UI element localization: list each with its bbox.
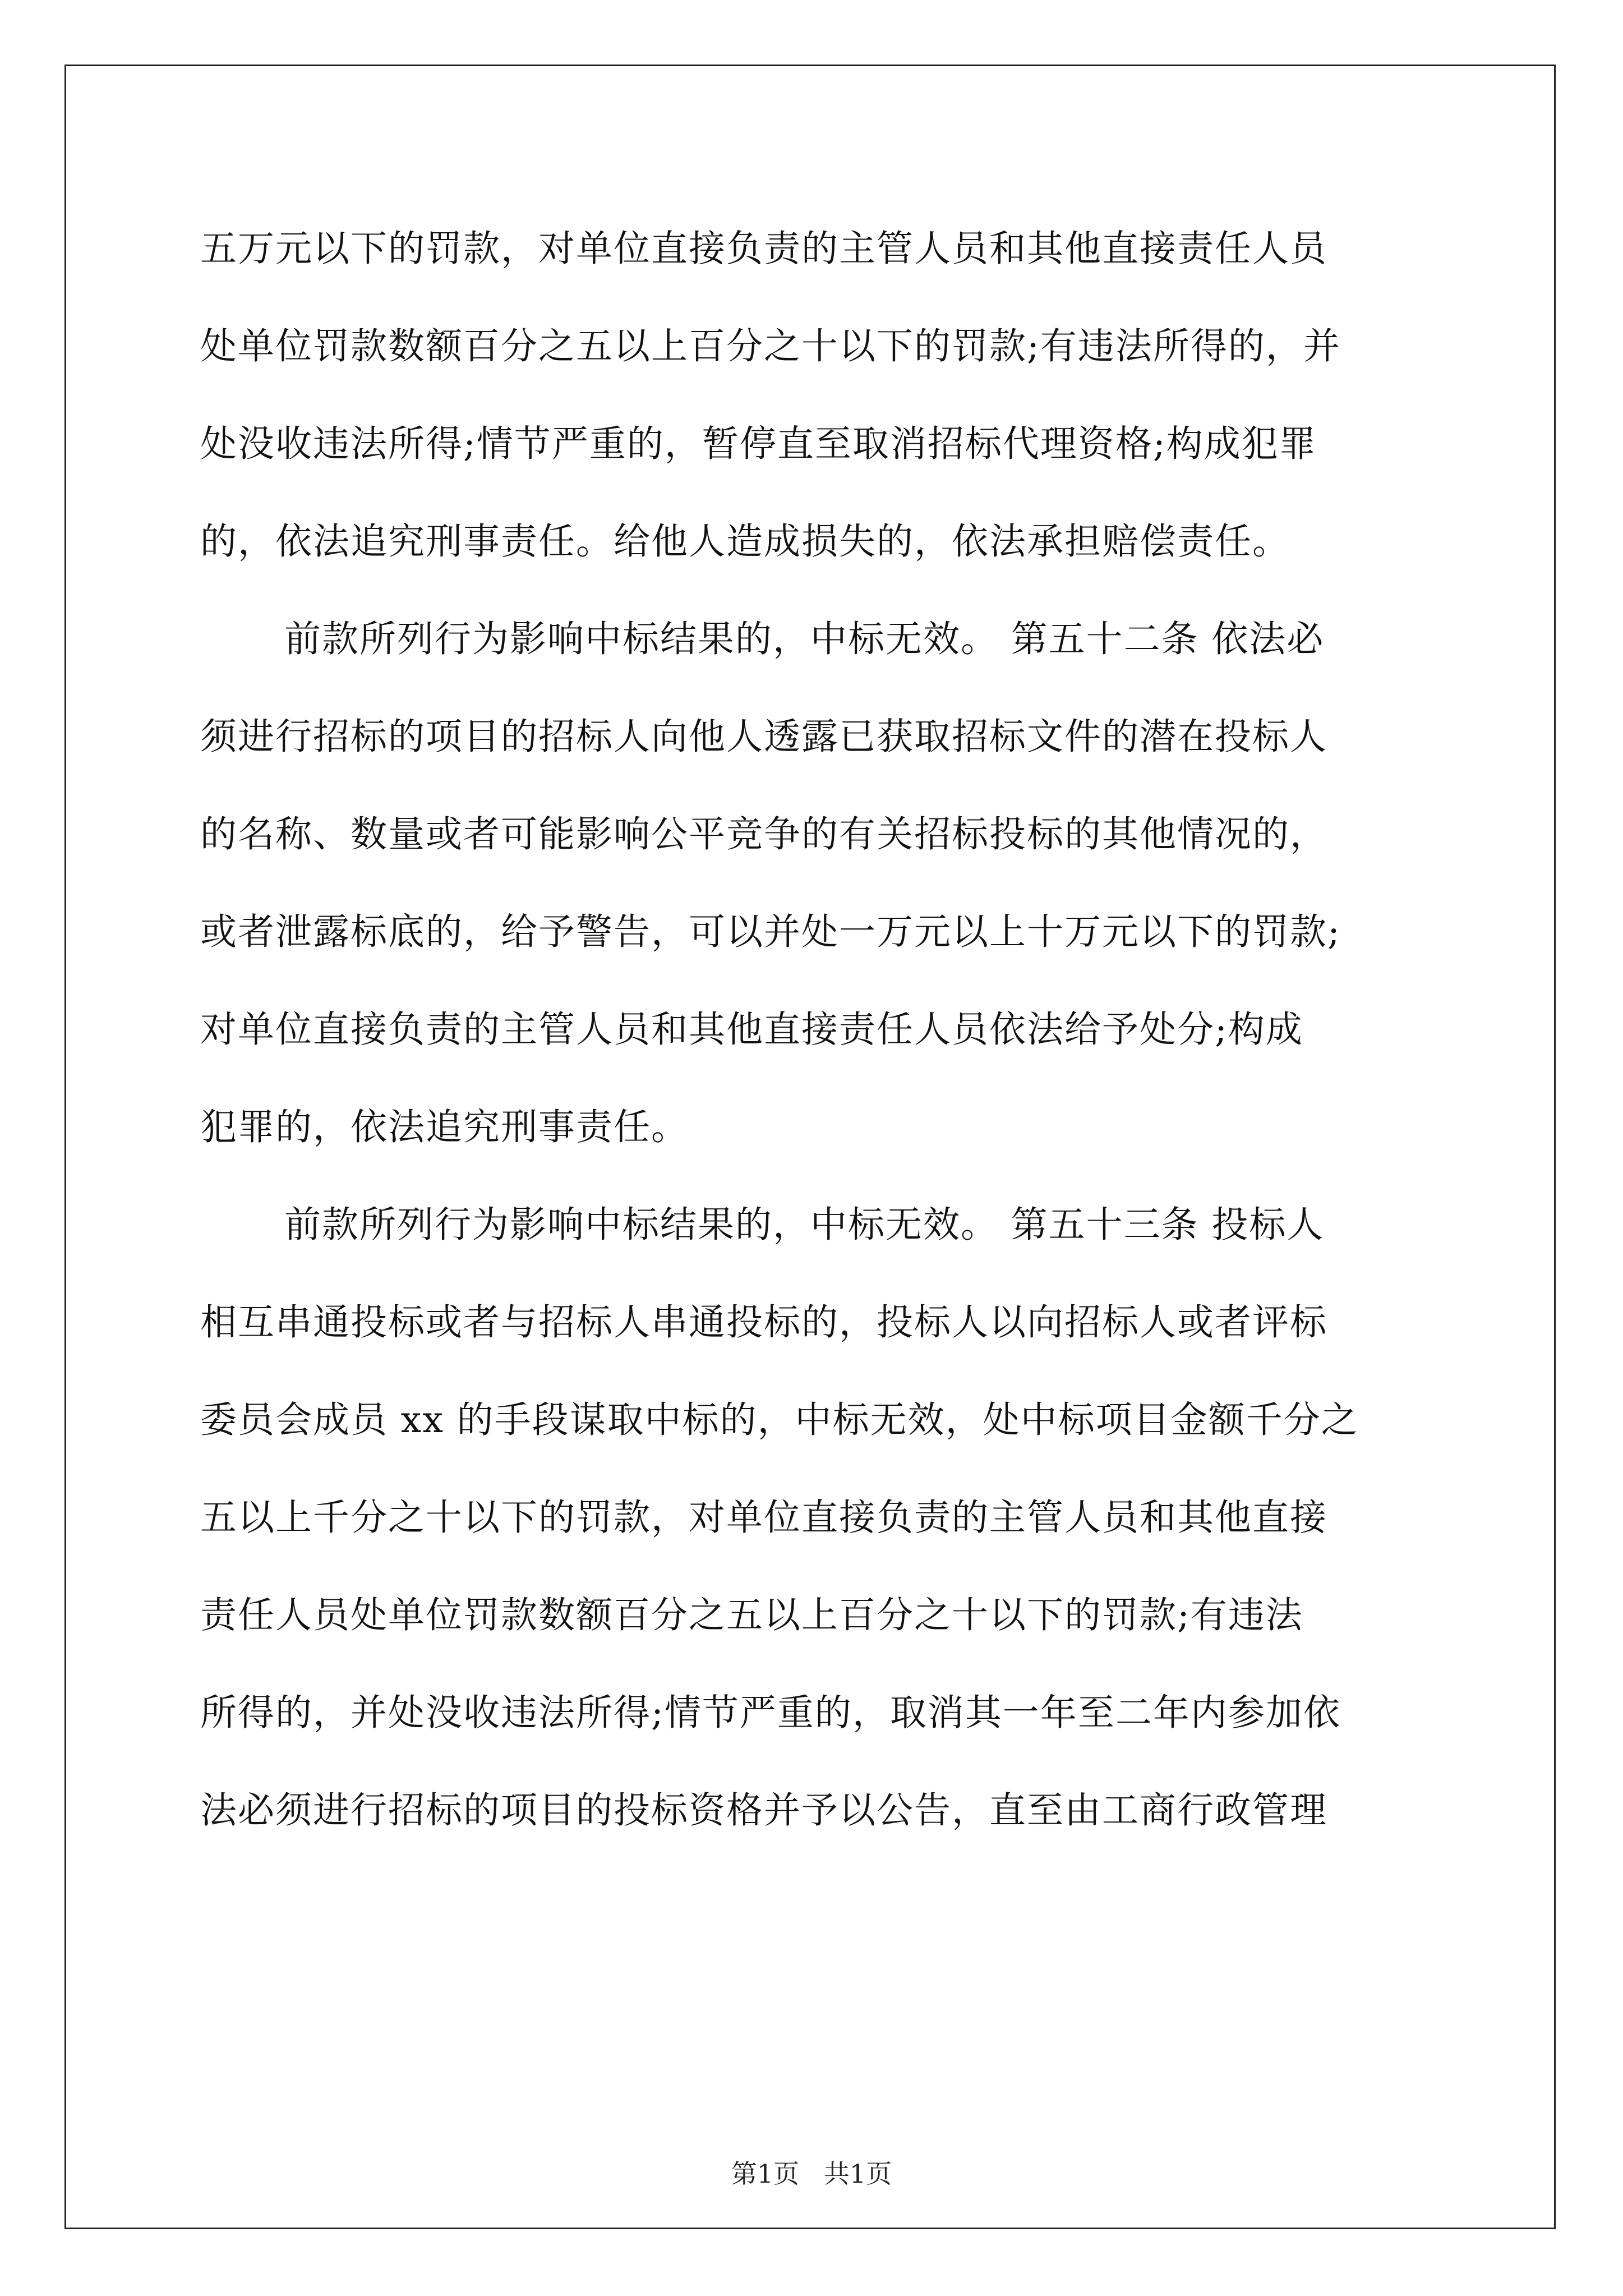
text-line: 五以上千分之十以下的罚款，对单位直接负责的主管人员和其他直接 [200, 1497, 1328, 1539]
page-number-footer: 第1页 共1页 [731, 2159, 892, 2189]
text-line: 五万元以下的罚款，对单位直接负责的主管人员和其他直接责任人员 [200, 228, 1328, 270]
text-line: 处单位罚款数额百分之五以上百分之十以下的罚款;有违法所得的，并 [200, 325, 1341, 367]
text-line: 相互串通投标或者与招标人串通投标的，投标人以向招标人或者评标 [200, 1301, 1328, 1343]
text-line: 须进行招标的项目的招标人向他人透露已获取招标文件的潜在投标人 [200, 716, 1328, 758]
text-line: 所得的，并处没收违法所得;情节严重的，取消其一年至二年内参加依 [200, 1692, 1341, 1734]
text-line: 或者泄露标底的，给予警告，可以并处一万元以上十万元以下的罚款; [200, 911, 1341, 953]
text-line: 的，依法追究刑事责任。给他人造成损失的，依法承担赔偿责任。 [200, 521, 1290, 563]
paragraph-start-line: 前款所列行为影响中标结果的，中标无效。 第五十二条 依法必 [284, 618, 1325, 660]
text-line: 委员会成员 xx 的手段谋取中标的，中标无效，处中标项目金额千分之 [200, 1399, 1359, 1441]
text-line: 对单位直接负责的主管人员和其他直接责任人员依法给予处分;构成 [200, 1009, 1303, 1051]
text-line: 的名称、数量或者可能影响公平竞争的有关招标投标的其他情况的， [200, 813, 1328, 855]
text-line: 责任人员处单位罚款数额百分之五以上百分之十以下的罚款;有违法 [200, 1594, 1303, 1636]
text-line: 犯罪的，依法追究刑事责任。 [200, 1106, 689, 1148]
paragraph-start-line: 前款所列行为影响中标结果的，中标无效。 第五十三条 投标人 [284, 1204, 1325, 1246]
text-line: 处没收违法所得;情节严重的，暂停直至取消招标代理资格;构成犯罪 [200, 423, 1317, 465]
text-line: 法必须进行招标的项目的投标资格并予以公告，直至由工商行政管理 [200, 1789, 1328, 1832]
